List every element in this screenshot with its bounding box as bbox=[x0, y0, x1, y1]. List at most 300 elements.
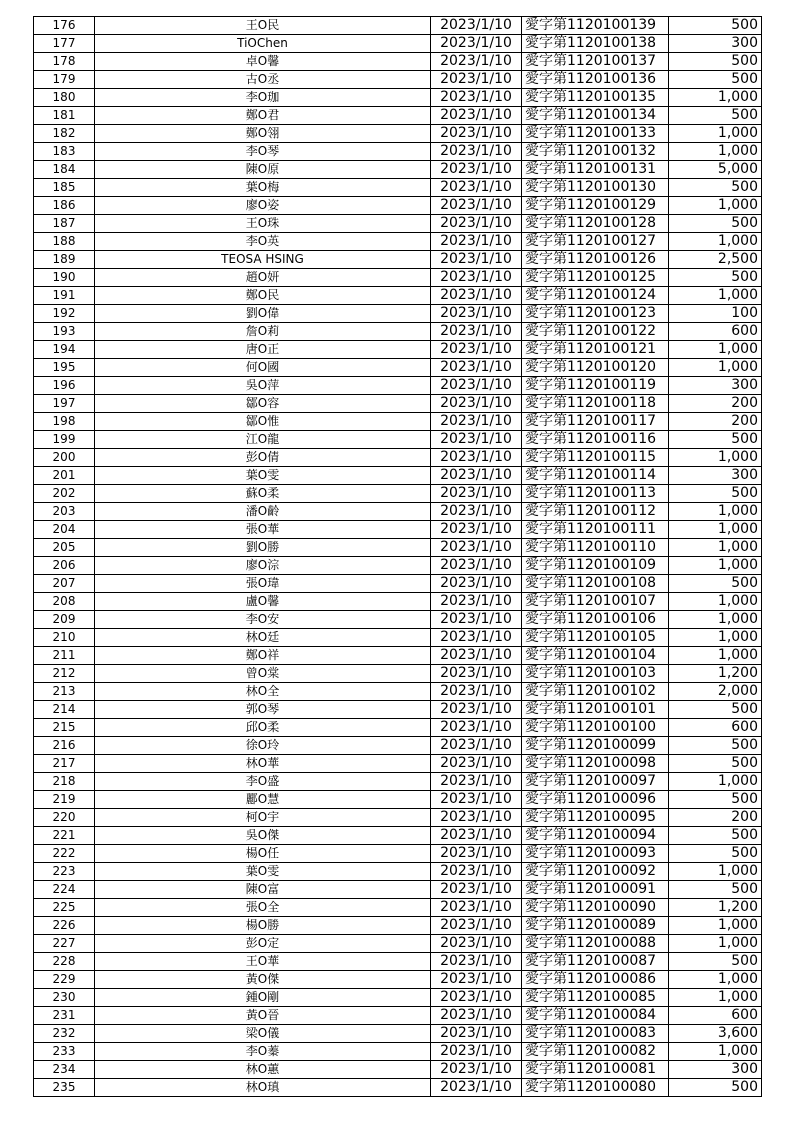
donor-name-cell: 盧O馨 bbox=[95, 593, 431, 611]
receipt-number-cell: 愛字第1120100097 bbox=[522, 773, 669, 791]
donation-date-cell: 2023/1/10 bbox=[431, 737, 522, 755]
table-row bbox=[34, 665, 762, 683]
donation-date-cell: 2023/1/10 bbox=[431, 539, 522, 557]
receipt-number-cell: 愛字第1120100119 bbox=[522, 377, 669, 395]
amount-cell: 500 bbox=[669, 179, 762, 197]
donation-date-cell: 2023/1/10 bbox=[431, 989, 522, 1007]
donor-name-cell: 李O安 bbox=[95, 611, 431, 629]
donor-name-cell: 柯O宇 bbox=[95, 809, 431, 827]
receipt-number-cell: 愛字第1120100122 bbox=[522, 323, 669, 341]
row-number-cell: 182 bbox=[34, 125, 95, 143]
amount-cell: 1,000 bbox=[669, 359, 762, 377]
donor-name-cell: 彭O定 bbox=[95, 935, 431, 953]
receipt-number-cell: 愛字第1120100094 bbox=[522, 827, 669, 845]
donation-date-cell: 2023/1/10 bbox=[431, 125, 522, 143]
receipt-number-cell: 愛字第1120100083 bbox=[522, 1025, 669, 1043]
amount-cell: 1,000 bbox=[669, 647, 762, 665]
row-number-cell: 200 bbox=[34, 449, 95, 467]
donation-table bbox=[33, 16, 762, 1097]
receipt-number-cell: 愛字第1120100112 bbox=[522, 503, 669, 521]
row-number-cell: 178 bbox=[34, 53, 95, 71]
row-number-cell: 208 bbox=[34, 593, 95, 611]
donation-date-cell: 2023/1/10 bbox=[431, 359, 522, 377]
row-number-cell: 207 bbox=[34, 575, 95, 593]
table-row bbox=[34, 701, 762, 719]
receipt-number-cell: 愛字第1120100093 bbox=[522, 845, 669, 863]
row-number-cell: 229 bbox=[34, 971, 95, 989]
donation-date-cell: 2023/1/10 bbox=[431, 809, 522, 827]
receipt-number-cell: 愛字第1120100102 bbox=[522, 683, 669, 701]
table-row bbox=[34, 935, 762, 953]
receipt-number-cell: 愛字第1120100100 bbox=[522, 719, 669, 737]
table-row bbox=[34, 53, 762, 71]
row-number-cell: 231 bbox=[34, 1007, 95, 1025]
table-row bbox=[34, 683, 762, 701]
table-row bbox=[34, 287, 762, 305]
amount-cell: 500 bbox=[669, 269, 762, 287]
donor-name-cell: 王O華 bbox=[95, 953, 431, 971]
donation-date-cell: 2023/1/10 bbox=[431, 557, 522, 575]
donor-name-cell: 彭O倩 bbox=[95, 449, 431, 467]
amount-cell: 1,200 bbox=[669, 899, 762, 917]
table-row bbox=[34, 899, 762, 917]
table-row bbox=[34, 125, 762, 143]
receipt-number-cell: 愛字第1120100118 bbox=[522, 395, 669, 413]
donor-name-cell: TiOChen bbox=[95, 35, 431, 53]
donation-date-cell: 2023/1/10 bbox=[431, 863, 522, 881]
amount-cell: 500 bbox=[669, 845, 762, 863]
donor-name-cell: 黃O晉 bbox=[95, 1007, 431, 1025]
table-row bbox=[34, 143, 762, 161]
amount-cell: 100 bbox=[669, 305, 762, 323]
row-number-cell: 218 bbox=[34, 773, 95, 791]
table-row bbox=[34, 467, 762, 485]
row-number-cell: 235 bbox=[34, 1079, 95, 1097]
table-row bbox=[34, 719, 762, 737]
amount-cell: 500 bbox=[669, 575, 762, 593]
row-number-cell: 206 bbox=[34, 557, 95, 575]
donor-name-cell: 鄒O容 bbox=[95, 395, 431, 413]
row-number-cell: 233 bbox=[34, 1043, 95, 1061]
donor-name-cell: 鄭O君 bbox=[95, 107, 431, 125]
row-number-cell: 186 bbox=[34, 197, 95, 215]
donor-name-cell: 林O廷 bbox=[95, 629, 431, 647]
donor-name-cell: 吳O萍 bbox=[95, 377, 431, 395]
table-row bbox=[34, 89, 762, 107]
table-row bbox=[34, 215, 762, 233]
donor-name-cell: 鄭O翎 bbox=[95, 125, 431, 143]
donation-date-cell: 2023/1/10 bbox=[431, 647, 522, 665]
receipt-number-cell: 愛字第1120100131 bbox=[522, 161, 669, 179]
row-number-cell: 199 bbox=[34, 431, 95, 449]
table-row bbox=[34, 1079, 762, 1097]
donation-date-cell: 2023/1/10 bbox=[431, 719, 522, 737]
amount-cell: 500 bbox=[669, 485, 762, 503]
amount-cell: 1,000 bbox=[669, 539, 762, 557]
donation-date-cell: 2023/1/10 bbox=[431, 917, 522, 935]
table-row bbox=[34, 305, 762, 323]
row-number-cell: 176 bbox=[34, 17, 95, 35]
donation-date-cell: 2023/1/10 bbox=[431, 1025, 522, 1043]
amount-cell: 1,000 bbox=[669, 125, 762, 143]
row-number-cell: 180 bbox=[34, 89, 95, 107]
amount-cell: 500 bbox=[669, 71, 762, 89]
donation-date-cell: 2023/1/10 bbox=[431, 71, 522, 89]
receipt-number-cell: 愛字第1120100137 bbox=[522, 53, 669, 71]
donor-name-cell: 古O丞 bbox=[95, 71, 431, 89]
table-row bbox=[34, 323, 762, 341]
amount-cell: 500 bbox=[669, 1079, 762, 1097]
receipt-number-cell: 愛字第1120100109 bbox=[522, 557, 669, 575]
row-number-cell: 234 bbox=[34, 1061, 95, 1079]
row-number-cell: 227 bbox=[34, 935, 95, 953]
donor-name-cell: 李O英 bbox=[95, 233, 431, 251]
receipt-number-cell: 愛字第1120100114 bbox=[522, 467, 669, 485]
row-number-cell: 198 bbox=[34, 413, 95, 431]
table-row bbox=[34, 827, 762, 845]
table-row bbox=[34, 647, 762, 665]
donor-name-cell: 唐O正 bbox=[95, 341, 431, 359]
row-number-cell: 226 bbox=[34, 917, 95, 935]
receipt-number-cell: 愛字第1120100080 bbox=[522, 1079, 669, 1097]
table-body bbox=[34, 17, 762, 1097]
table-row bbox=[34, 755, 762, 773]
amount-cell: 1,000 bbox=[669, 611, 762, 629]
amount-cell: 500 bbox=[669, 755, 762, 773]
donation-date-cell: 2023/1/10 bbox=[431, 1043, 522, 1061]
receipt-number-cell: 愛字第1120100116 bbox=[522, 431, 669, 449]
receipt-number-cell: 愛字第1120100132 bbox=[522, 143, 669, 161]
amount-cell: 1,000 bbox=[669, 233, 762, 251]
donation-date-cell: 2023/1/10 bbox=[431, 683, 522, 701]
amount-cell: 1,000 bbox=[669, 503, 762, 521]
donation-date-cell: 2023/1/10 bbox=[431, 179, 522, 197]
receipt-number-cell: 愛字第1120100091 bbox=[522, 881, 669, 899]
donor-name-cell: 李O琴 bbox=[95, 143, 431, 161]
donor-name-cell: 江O龍 bbox=[95, 431, 431, 449]
donation-date-cell: 2023/1/10 bbox=[431, 971, 522, 989]
amount-cell: 300 bbox=[669, 467, 762, 485]
donation-date-cell: 2023/1/10 bbox=[431, 611, 522, 629]
donation-date-cell: 2023/1/10 bbox=[431, 269, 522, 287]
donor-name-cell: 王O珠 bbox=[95, 215, 431, 233]
donor-name-cell: 李O蓁 bbox=[95, 1043, 431, 1061]
row-number-cell: 216 bbox=[34, 737, 95, 755]
amount-cell: 600 bbox=[669, 719, 762, 737]
row-number-cell: 230 bbox=[34, 989, 95, 1007]
donor-name-cell: 卓O馨 bbox=[95, 53, 431, 71]
donation-date-cell: 2023/1/10 bbox=[431, 341, 522, 359]
row-number-cell: 219 bbox=[34, 791, 95, 809]
receipt-number-cell: 愛字第1120100084 bbox=[522, 1007, 669, 1025]
row-number-cell: 185 bbox=[34, 179, 95, 197]
receipt-number-cell: 愛字第1120100127 bbox=[522, 233, 669, 251]
donation-date-cell: 2023/1/10 bbox=[431, 377, 522, 395]
receipt-number-cell: 愛字第1120100134 bbox=[522, 107, 669, 125]
donation-date-cell: 2023/1/10 bbox=[431, 17, 522, 35]
row-number-cell: 222 bbox=[34, 845, 95, 863]
row-number-cell: 201 bbox=[34, 467, 95, 485]
receipt-number-cell: 愛字第1120100081 bbox=[522, 1061, 669, 1079]
amount-cell: 1,000 bbox=[669, 629, 762, 647]
amount-cell: 500 bbox=[669, 107, 762, 125]
table-row bbox=[34, 377, 762, 395]
receipt-number-cell: 愛字第1120100096 bbox=[522, 791, 669, 809]
receipt-number-cell: 愛字第1120100136 bbox=[522, 71, 669, 89]
donor-name-cell: 黃O傑 bbox=[95, 971, 431, 989]
donation-date-cell: 2023/1/10 bbox=[431, 755, 522, 773]
table-row bbox=[34, 863, 762, 881]
table-row bbox=[34, 71, 762, 89]
amount-cell: 1,000 bbox=[669, 1043, 762, 1061]
table-row bbox=[34, 251, 762, 269]
donor-name-cell: 廖O淙 bbox=[95, 557, 431, 575]
donation-date-cell: 2023/1/10 bbox=[431, 701, 522, 719]
row-number-cell: 232 bbox=[34, 1025, 95, 1043]
table-row bbox=[34, 413, 762, 431]
donation-date-cell: 2023/1/10 bbox=[431, 773, 522, 791]
donation-date-cell: 2023/1/10 bbox=[431, 1079, 522, 1097]
donation-date-cell: 2023/1/10 bbox=[431, 287, 522, 305]
table-row bbox=[34, 395, 762, 413]
donation-date-cell: 2023/1/10 bbox=[431, 395, 522, 413]
amount-cell: 1,000 bbox=[669, 341, 762, 359]
row-number-cell: 195 bbox=[34, 359, 95, 377]
donation-date-cell: 2023/1/10 bbox=[431, 791, 522, 809]
table-row bbox=[34, 521, 762, 539]
table-row bbox=[34, 971, 762, 989]
donor-name-cell: 曾O棠 bbox=[95, 665, 431, 683]
receipt-number-cell: 愛字第1120100129 bbox=[522, 197, 669, 215]
donor-name-cell: 葉O雯 bbox=[95, 467, 431, 485]
table-row bbox=[34, 341, 762, 359]
amount-cell: 5,000 bbox=[669, 161, 762, 179]
donation-date-cell: 2023/1/10 bbox=[431, 197, 522, 215]
receipt-number-cell: 愛字第1120100104 bbox=[522, 647, 669, 665]
amount-cell: 1,200 bbox=[669, 665, 762, 683]
donor-name-cell: 潘O齡 bbox=[95, 503, 431, 521]
donation-date-cell: 2023/1/10 bbox=[431, 845, 522, 863]
table-row bbox=[34, 179, 762, 197]
donor-name-cell: 楊O任 bbox=[95, 845, 431, 863]
receipt-number-cell: 愛字第1120100121 bbox=[522, 341, 669, 359]
table-row bbox=[34, 233, 762, 251]
table-row bbox=[34, 989, 762, 1007]
donation-date-cell: 2023/1/10 bbox=[431, 233, 522, 251]
amount-cell: 500 bbox=[669, 215, 762, 233]
donor-name-cell: 劉O偉 bbox=[95, 305, 431, 323]
amount-cell: 500 bbox=[669, 791, 762, 809]
amount-cell: 500 bbox=[669, 737, 762, 755]
donation-date-cell: 2023/1/10 bbox=[431, 1007, 522, 1025]
table-row bbox=[34, 845, 762, 863]
row-number-cell: 204 bbox=[34, 521, 95, 539]
donation-date-cell: 2023/1/10 bbox=[431, 323, 522, 341]
row-number-cell: 225 bbox=[34, 899, 95, 917]
receipt-number-cell: 愛字第1120100126 bbox=[522, 251, 669, 269]
table-row bbox=[34, 791, 762, 809]
table-row bbox=[34, 1043, 762, 1061]
amount-cell: 2,500 bbox=[669, 251, 762, 269]
row-number-cell: 197 bbox=[34, 395, 95, 413]
donor-name-cell: 王O民 bbox=[95, 17, 431, 35]
donor-name-cell: 張O華 bbox=[95, 521, 431, 539]
receipt-number-cell: 愛字第1120100089 bbox=[522, 917, 669, 935]
amount-cell: 1,000 bbox=[669, 89, 762, 107]
amount-cell: 1,000 bbox=[669, 593, 762, 611]
donation-date-cell: 2023/1/10 bbox=[431, 503, 522, 521]
table-row bbox=[34, 431, 762, 449]
amount-cell: 500 bbox=[669, 701, 762, 719]
row-number-cell: 214 bbox=[34, 701, 95, 719]
donor-name-cell: 李O珈 bbox=[95, 89, 431, 107]
donor-name-cell: 張O全 bbox=[95, 899, 431, 917]
row-number-cell: 181 bbox=[34, 107, 95, 125]
row-number-cell: 189 bbox=[34, 251, 95, 269]
row-number-cell: 212 bbox=[34, 665, 95, 683]
table-row bbox=[34, 953, 762, 971]
donor-name-cell: 鄒O惟 bbox=[95, 413, 431, 431]
donor-name-cell: 劉O勝 bbox=[95, 539, 431, 557]
amount-cell: 1,000 bbox=[669, 143, 762, 161]
table-row bbox=[34, 485, 762, 503]
row-number-cell: 188 bbox=[34, 233, 95, 251]
table-row bbox=[34, 449, 762, 467]
receipt-number-cell: 愛字第1120100110 bbox=[522, 539, 669, 557]
receipt-number-cell: 愛字第1120100125 bbox=[522, 269, 669, 287]
receipt-number-cell: 愛字第1120100115 bbox=[522, 449, 669, 467]
row-number-cell: 209 bbox=[34, 611, 95, 629]
receipt-number-cell: 愛字第1120100090 bbox=[522, 899, 669, 917]
table-row bbox=[34, 35, 762, 53]
receipt-number-cell: 愛字第1120100108 bbox=[522, 575, 669, 593]
receipt-number-cell: 愛字第1120100105 bbox=[522, 629, 669, 647]
receipt-number-cell: 愛字第1120100133 bbox=[522, 125, 669, 143]
row-number-cell: 205 bbox=[34, 539, 95, 557]
row-number-cell: 202 bbox=[34, 485, 95, 503]
table-row bbox=[34, 557, 762, 575]
table-row bbox=[34, 575, 762, 593]
donor-name-cell: 鍾O剛 bbox=[95, 989, 431, 1007]
row-number-cell: 196 bbox=[34, 377, 95, 395]
receipt-number-cell: 愛字第1120100087 bbox=[522, 953, 669, 971]
row-number-cell: 228 bbox=[34, 953, 95, 971]
table-row bbox=[34, 17, 762, 35]
receipt-number-cell: 愛字第1120100106 bbox=[522, 611, 669, 629]
amount-cell: 500 bbox=[669, 881, 762, 899]
donor-name-cell: 詹O莉 bbox=[95, 323, 431, 341]
receipt-number-cell: 愛字第1120100130 bbox=[522, 179, 669, 197]
amount-cell: 1,000 bbox=[669, 989, 762, 1007]
donation-date-cell: 2023/1/10 bbox=[431, 89, 522, 107]
amount-cell: 1,000 bbox=[669, 863, 762, 881]
donor-name-cell: 趙O妍 bbox=[95, 269, 431, 287]
receipt-number-cell: 愛字第1120100111 bbox=[522, 521, 669, 539]
amount-cell: 1,000 bbox=[669, 449, 762, 467]
donation-date-cell: 2023/1/10 bbox=[431, 161, 522, 179]
donation-date-cell: 2023/1/10 bbox=[431, 629, 522, 647]
donation-date-cell: 2023/1/10 bbox=[431, 665, 522, 683]
donor-name-cell: 林O全 bbox=[95, 683, 431, 701]
amount-cell: 1,000 bbox=[669, 557, 762, 575]
donor-name-cell: 林O華 bbox=[95, 755, 431, 773]
receipt-number-cell: 愛字第1120100120 bbox=[522, 359, 669, 377]
donation-date-cell: 2023/1/10 bbox=[431, 899, 522, 917]
row-number-cell: 177 bbox=[34, 35, 95, 53]
receipt-number-cell: 愛字第1120100123 bbox=[522, 305, 669, 323]
donation-date-cell: 2023/1/10 bbox=[431, 593, 522, 611]
row-number-cell: 184 bbox=[34, 161, 95, 179]
row-number-cell: 215 bbox=[34, 719, 95, 737]
donation-date-cell: 2023/1/10 bbox=[431, 1061, 522, 1079]
donor-name-cell: 廖O姿 bbox=[95, 197, 431, 215]
donation-date-cell: 2023/1/10 bbox=[431, 251, 522, 269]
receipt-number-cell: 愛字第1120100095 bbox=[522, 809, 669, 827]
amount-cell: 500 bbox=[669, 53, 762, 71]
amount-cell: 2,000 bbox=[669, 683, 762, 701]
table-row bbox=[34, 1025, 762, 1043]
donation-date-cell: 2023/1/10 bbox=[431, 467, 522, 485]
table-row bbox=[34, 1061, 762, 1079]
donor-name-cell: TEOSA HSING bbox=[95, 251, 431, 269]
amount-cell: 1,000 bbox=[669, 917, 762, 935]
donation-date-cell: 2023/1/10 bbox=[431, 485, 522, 503]
amount-cell: 200 bbox=[669, 413, 762, 431]
donor-name-cell: 何O國 bbox=[95, 359, 431, 377]
amount-cell: 600 bbox=[669, 1007, 762, 1025]
receipt-number-cell: 愛字第1120100103 bbox=[522, 665, 669, 683]
donation-date-cell: 2023/1/10 bbox=[431, 431, 522, 449]
table-row bbox=[34, 629, 762, 647]
amount-cell: 3,600 bbox=[669, 1025, 762, 1043]
row-number-cell: 193 bbox=[34, 323, 95, 341]
amount-cell: 500 bbox=[669, 431, 762, 449]
donation-date-cell: 2023/1/10 bbox=[431, 953, 522, 971]
receipt-number-cell: 愛字第1120100107 bbox=[522, 593, 669, 611]
amount-cell: 1,000 bbox=[669, 521, 762, 539]
donor-name-cell: 林O蕙 bbox=[95, 1061, 431, 1079]
donor-name-cell: 陳O原 bbox=[95, 161, 431, 179]
donation-date-cell: 2023/1/10 bbox=[431, 827, 522, 845]
receipt-number-cell: 愛字第1120100139 bbox=[522, 17, 669, 35]
donor-name-cell: 葉O雯 bbox=[95, 863, 431, 881]
table-row bbox=[34, 359, 762, 377]
amount-cell: 1,000 bbox=[669, 971, 762, 989]
amount-cell: 200 bbox=[669, 809, 762, 827]
table-row bbox=[34, 809, 762, 827]
donation-date-cell: 2023/1/10 bbox=[431, 881, 522, 899]
receipt-number-cell: 愛字第1120100086 bbox=[522, 971, 669, 989]
row-number-cell: 221 bbox=[34, 827, 95, 845]
receipt-number-cell: 愛字第1120100099 bbox=[522, 737, 669, 755]
donation-date-cell: 2023/1/10 bbox=[431, 35, 522, 53]
donor-name-cell: 葉O梅 bbox=[95, 179, 431, 197]
table-row bbox=[34, 773, 762, 791]
receipt-number-cell: 愛字第1120100088 bbox=[522, 935, 669, 953]
amount-cell: 1,000 bbox=[669, 773, 762, 791]
row-number-cell: 203 bbox=[34, 503, 95, 521]
donor-name-cell: 張O瑋 bbox=[95, 575, 431, 593]
donor-name-cell: 鄭O民 bbox=[95, 287, 431, 305]
amount-cell: 1,000 bbox=[669, 197, 762, 215]
receipt-number-cell: 愛字第1120100101 bbox=[522, 701, 669, 719]
donation-date-cell: 2023/1/10 bbox=[431, 575, 522, 593]
donor-name-cell: 酈O慧 bbox=[95, 791, 431, 809]
row-number-cell: 213 bbox=[34, 683, 95, 701]
row-number-cell: 190 bbox=[34, 269, 95, 287]
table-row bbox=[34, 611, 762, 629]
amount-cell: 1,000 bbox=[669, 287, 762, 305]
